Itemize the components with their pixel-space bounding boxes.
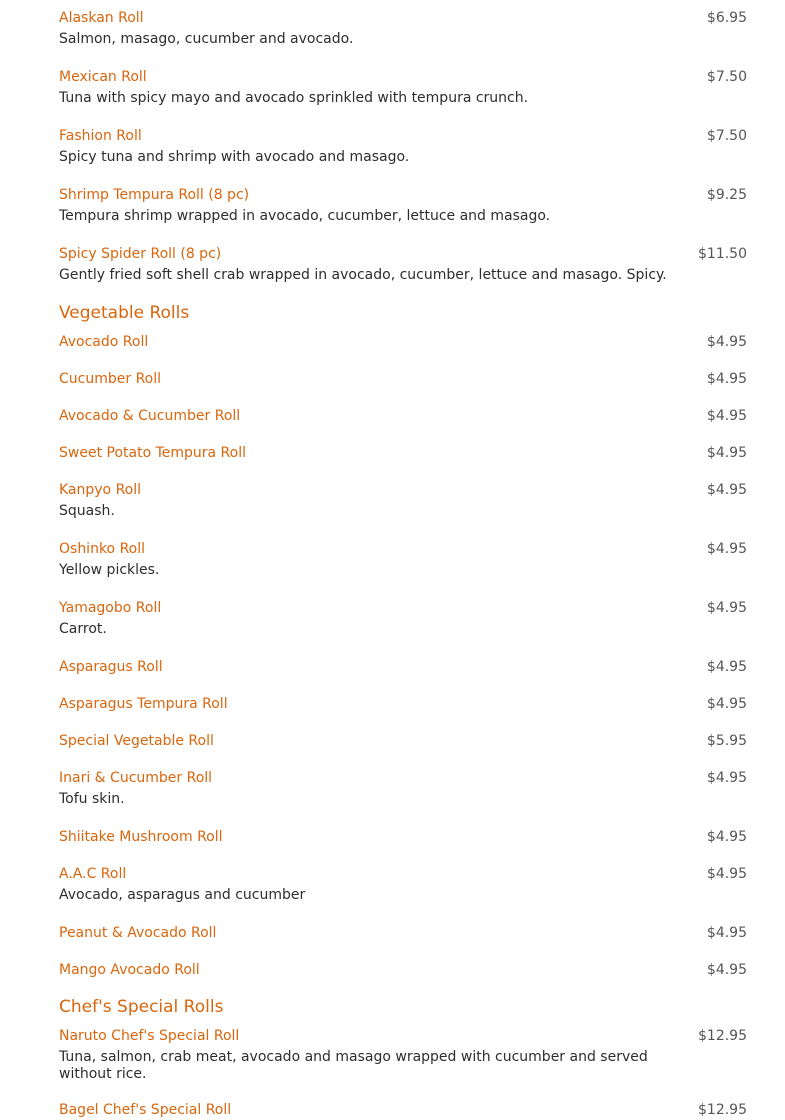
item-name[interactable]: Peanut & Avocado Roll xyxy=(59,925,217,941)
item-description: Yellow pickles. xyxy=(59,562,160,578)
item-name[interactable]: Inari & Cucumber Roll xyxy=(59,770,213,786)
item-price: $9.25 xyxy=(706,187,747,203)
item-price: $4.95 xyxy=(706,696,747,712)
item-name[interactable]: Sweet Potato Tempura Roll xyxy=(59,445,246,461)
item-name[interactable]: Asparagus Tempura Roll xyxy=(59,696,228,712)
item-price: $4.95 xyxy=(706,408,747,424)
item-description: Tofu skin. xyxy=(59,791,125,807)
item-name[interactable]: Avocado & Cucumber Roll xyxy=(59,408,241,424)
item-price: $12.95 xyxy=(698,1102,747,1118)
item-price: $4.95 xyxy=(706,962,747,978)
item-name[interactable]: Cucumber Roll xyxy=(59,371,162,387)
item-name[interactable]: Bagel Chef's Special Roll xyxy=(59,1102,232,1118)
item-description: Gently fried soft shell crab wrapped in avocado, cucumber, lettuce and masago. Spicy. xyxy=(59,267,667,283)
item-name[interactable]: Shiitake Mushroom Roll xyxy=(59,829,223,845)
item-description: Salmon, masago, cucumber and avocado. xyxy=(59,31,354,47)
item-price: $4.95 xyxy=(706,866,747,882)
item-name[interactable]: Shrimp Tempura Roll (8 pc) xyxy=(59,187,250,203)
item-name[interactable]: Kanpyo Roll xyxy=(59,482,142,498)
item-description: Spicy tuna and shrimp with avocado and masago. xyxy=(59,149,410,165)
item-name[interactable]: Mango Avocado Roll xyxy=(59,962,200,978)
item-name[interactable]: Oshinko Roll xyxy=(59,541,146,557)
item-name[interactable]: Special Vegetable Roll xyxy=(59,733,214,749)
item-description: Tuna with spicy mayo and avocado sprinkled with tempura crunch. xyxy=(59,90,529,106)
item-price: $4.95 xyxy=(706,334,747,350)
section-heading-vegetable-rolls: Vegetable Rolls xyxy=(59,303,190,323)
item-name[interactable]: Fashion Roll xyxy=(59,128,142,144)
item-price: $12.95 xyxy=(698,1028,747,1044)
item-price: $7.50 xyxy=(706,69,747,85)
item-price: $4.95 xyxy=(706,925,747,941)
item-name[interactable]: Avocado Roll xyxy=(59,334,149,350)
item-name[interactable]: Mexican Roll xyxy=(59,69,147,85)
item-name[interactable]: Yamagobo Roll xyxy=(59,600,162,616)
item-name[interactable]: Naruto Chef's Special Roll xyxy=(59,1028,240,1044)
item-price: $4.95 xyxy=(706,541,747,557)
item-price: $6.95 xyxy=(706,10,747,26)
item-price: $5.95 xyxy=(706,733,747,749)
item-price: $4.95 xyxy=(706,482,747,498)
item-price: $11.50 xyxy=(698,246,747,262)
item-name[interactable]: A.A.C Roll xyxy=(59,866,127,882)
item-description: Avocado, asparagus and cucumber xyxy=(59,887,306,903)
item-price: $4.95 xyxy=(706,659,747,675)
item-name[interactable]: Alaskan Roll xyxy=(59,10,144,26)
item-price: $4.95 xyxy=(706,770,747,786)
item-price: $7.50 xyxy=(706,128,747,144)
item-description: Squash. xyxy=(59,503,115,519)
item-price: $4.95 xyxy=(706,600,747,616)
item-price: $4.95 xyxy=(706,445,747,461)
item-description: Tempura shrimp wrapped in avocado, cucumber, lettuce and masago. xyxy=(59,208,551,224)
section-heading-chefs-special-rolls: Chef's Special Rolls xyxy=(59,997,224,1017)
item-description: Carrot. xyxy=(59,621,107,637)
item-description: Tuna, salmon, crab meat, avocado and masago wrapped with cucumber and served without rice. xyxy=(59,1049,648,1082)
item-name[interactable]: Spicy Spider Roll (8 pc) xyxy=(59,246,222,262)
item-price: $4.95 xyxy=(706,829,747,845)
item-name[interactable]: Asparagus Roll xyxy=(59,659,163,675)
item-price: $4.95 xyxy=(706,371,747,387)
